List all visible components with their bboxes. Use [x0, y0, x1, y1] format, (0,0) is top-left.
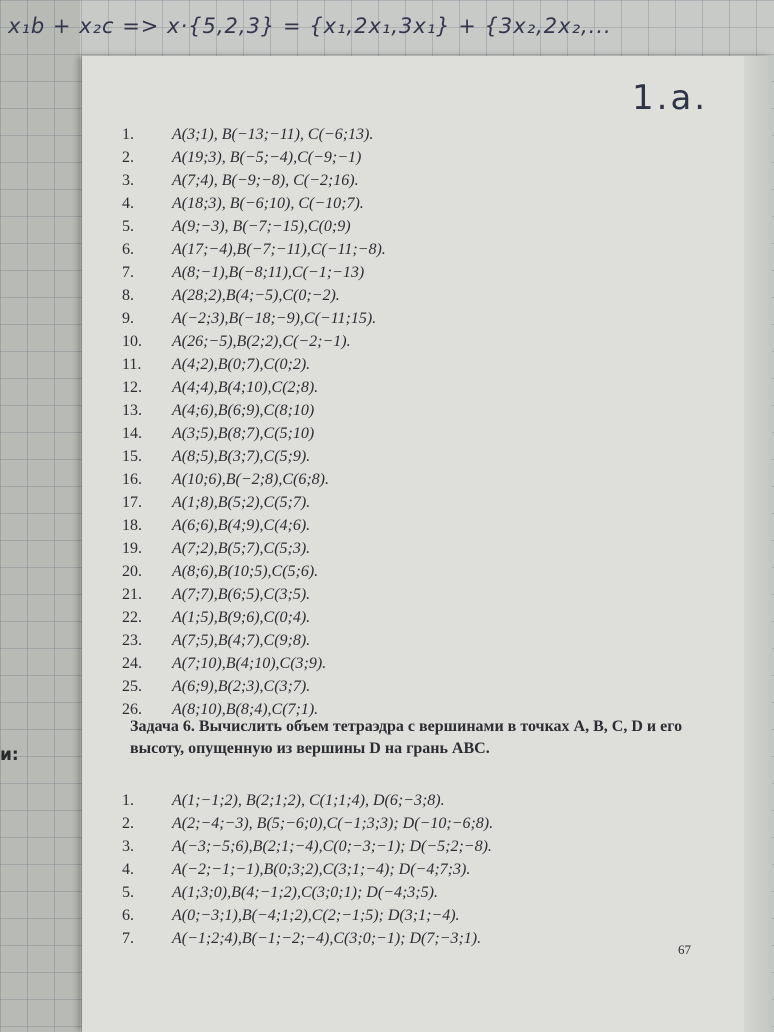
- item-number: 26.: [122, 701, 142, 718]
- item-points: A(1;8),B(5;2),C(5;7).: [172, 494, 311, 511]
- page-edge: [744, 56, 772, 1032]
- item-number: 23.: [122, 632, 142, 649]
- item-points: A(8;−1),B(−8;11),C(−1;−13): [172, 264, 365, 281]
- item-points: A(7;2),B(5;7),C(5;3).: [172, 540, 311, 557]
- list-item: [122, 517, 386, 540]
- side-text-fragment: и:: [0, 745, 19, 765]
- task6-point-list: [122, 792, 493, 953]
- list-item: [122, 218, 386, 241]
- list-item: [122, 264, 386, 287]
- item-number: 6.: [122, 241, 134, 258]
- item-number: 25.: [122, 678, 142, 695]
- task5-point-list: [122, 126, 386, 724]
- item-points: A(10;6),B(−2;8),C(6;8).: [172, 471, 329, 488]
- item-points: A(7;5),B(4;7),C(9;8).: [172, 632, 311, 649]
- item-points: A(4;4),B(4;10),C(2;8).: [172, 379, 319, 396]
- item-number: 8.: [122, 287, 134, 304]
- item-number: 12.: [122, 379, 142, 396]
- top-handwriting: x₁b + x₂c => x·{5,2,3} = {x₁,2x₁,3x₁} + {3x₂,2x₂,...: [8, 14, 612, 38]
- item-number: 6.: [122, 907, 134, 924]
- item-points: A(−1;2;4),B(−1;−2;−4),C(3;0;−1); D(7;−3;1).: [172, 930, 482, 947]
- item-number: 7.: [122, 264, 134, 281]
- item-points: A(8;10),B(8;4),C(7;1).: [172, 701, 319, 718]
- list-item: [122, 126, 386, 149]
- item-points: A(8;6),B(10;5),C(5;6).: [172, 563, 319, 580]
- item-points: A(19;3), B(−5;−4),C(−9;−1): [172, 149, 362, 166]
- list-item: [122, 356, 386, 379]
- item-points: A(7;7),B(6;5),C(3;5).: [172, 586, 311, 603]
- list-item: [122, 172, 386, 195]
- item-points: A(−3;−5;6),B(2;1;−4),C(0;−3;−1); D(−5;2;−8).: [172, 838, 492, 855]
- item-number: 13.: [122, 402, 142, 419]
- item-number: 9.: [122, 310, 134, 327]
- item-points: A(1;3;0),B(4;−1;2),C(3;0;1); D(−4;3;5).: [172, 884, 438, 901]
- item-number: 20.: [122, 563, 142, 580]
- list-item: [122, 195, 386, 218]
- item-number: 5.: [122, 884, 134, 901]
- item-points: A(6;9),B(2;3),C(3;7).: [172, 678, 311, 695]
- item-points: A(−2;3),B(−18;−9),C(−11;15).: [172, 310, 377, 327]
- item-points: A(1;5),B(9;6),C(0;4).: [172, 609, 311, 626]
- list-item: [122, 884, 493, 907]
- item-number: 10.: [122, 333, 142, 350]
- item-number: 15.: [122, 448, 142, 465]
- list-item: [122, 241, 386, 264]
- item-points: A(3;5),B(8;7),C(5;10): [172, 425, 315, 442]
- list-item: [122, 815, 493, 838]
- item-number: 4.: [122, 861, 134, 878]
- list-item: [122, 678, 386, 701]
- item-number: 18.: [122, 517, 142, 534]
- task6-heading: Задача 6. Вычислить объем тетраэдра с вершинами в точках A, B, C, D и его высоту, опущенную из вершины D на грань ABC.: [130, 718, 683, 757]
- list-item: [122, 402, 386, 425]
- list-item: [122, 494, 386, 517]
- notebook-left-page: [0, 0, 80, 1032]
- item-points: A(4;6),B(6;9),C(8;10): [172, 402, 315, 419]
- item-number: 1.: [122, 126, 134, 143]
- page-number: 67: [678, 942, 691, 957]
- item-points: A(18;3), B(−6;10), C(−10;7).: [172, 195, 364, 212]
- list-item: [122, 379, 386, 402]
- item-points: A(9;−3), B(−7;−15),C(0;9): [172, 218, 351, 235]
- item-number: 16.: [122, 471, 142, 488]
- item-points: A(7;4), B(−9;−8), C(−2;16).: [172, 172, 359, 189]
- item-number: 3.: [122, 172, 134, 189]
- item-points: A(0;−3;1),B(−4;1;2),C(2;−1;5); D(3;1;−4).: [172, 907, 460, 924]
- item-number: 14.: [122, 425, 142, 442]
- item-number: 2.: [122, 149, 134, 166]
- list-item: [122, 448, 386, 471]
- list-item: [122, 838, 493, 861]
- item-points: A(−2;−1;−1),B(0;3;2),C(3;1;−4); D(−4;7;3).: [172, 861, 471, 878]
- list-item: [122, 792, 493, 815]
- corner-handwriting: 1.a.: [632, 78, 709, 118]
- list-item: [122, 655, 386, 678]
- list-item: [122, 907, 493, 930]
- list-item: [122, 861, 493, 884]
- item-points: A(3;1), B(−13;−11), C(−6;13).: [172, 126, 374, 143]
- list-item: [122, 471, 386, 494]
- list-item: [122, 586, 386, 609]
- list-item: [122, 333, 386, 356]
- item-number: 3.: [122, 838, 134, 855]
- item-points: A(8;5),B(3;7),C(5;9).: [172, 448, 311, 465]
- item-points: A(1;−1;2), B(2;1;2), C(1;1;4), D(6;−3;8).: [172, 792, 445, 809]
- list-item: [122, 425, 386, 448]
- list-item: [122, 930, 493, 953]
- item-points: A(17;−4),B(−7;−11),C(−11;−8).: [172, 241, 386, 258]
- item-number: 1.: [122, 792, 134, 809]
- item-number: 17.: [122, 494, 142, 511]
- item-number: 11.: [122, 356, 142, 373]
- item-number: 19.: [122, 540, 142, 557]
- list-item: [122, 540, 386, 563]
- list-item: [122, 149, 386, 172]
- list-item: [122, 609, 386, 632]
- item-number: 7.: [122, 930, 134, 947]
- item-points: A(7;10),B(4;10),C(3;9).: [172, 655, 327, 672]
- list-item: [122, 287, 386, 310]
- item-number: 5.: [122, 218, 134, 235]
- list-item: [122, 632, 386, 655]
- item-points: A(28;2),B(4;−5),C(0;−2).: [172, 287, 340, 304]
- item-points: A(4;2),B(0;7),C(0;2).: [172, 356, 311, 373]
- item-points: A(6;6),B(4;9),C(4;6).: [172, 517, 311, 534]
- textbook-page: [82, 56, 772, 1032]
- list-item: [122, 563, 386, 586]
- item-number: 21.: [122, 586, 142, 603]
- item-number: 24.: [122, 655, 142, 672]
- item-number: 2.: [122, 815, 134, 832]
- list-item: [122, 310, 386, 333]
- item-points: A(2;−4;−3), B(5;−6;0),C(−1;3;3); D(−10;−6;8).: [172, 815, 494, 832]
- item-number: 22.: [122, 609, 142, 626]
- item-points: A(26;−5),B(2;2),C(−2;−1).: [172, 333, 351, 350]
- item-number: 4.: [122, 195, 134, 212]
